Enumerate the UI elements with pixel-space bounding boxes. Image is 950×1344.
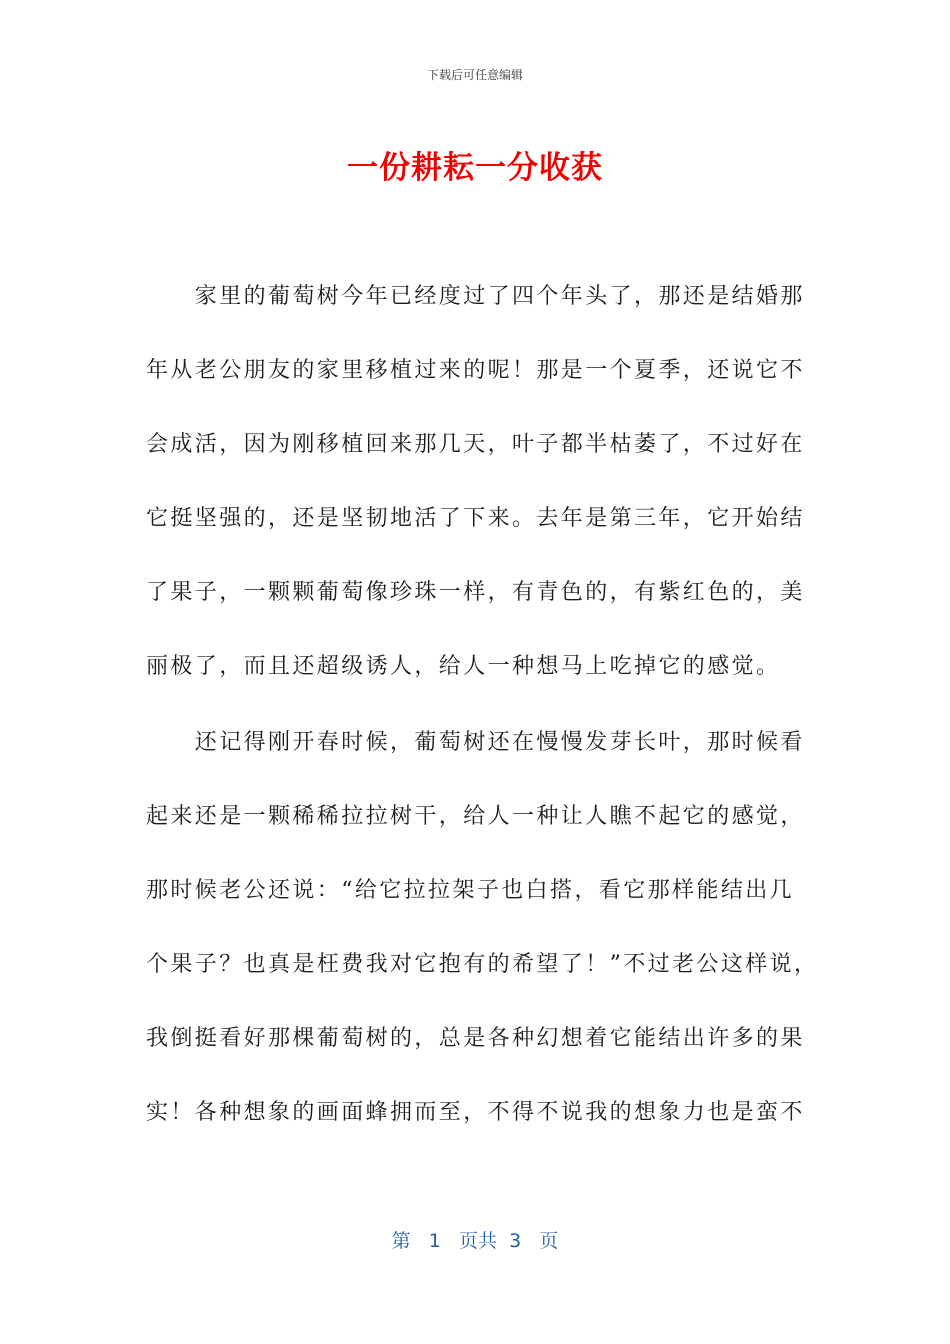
body-line: 丽极了，而且还超级诱人，给人一种想马上吃掉它的感觉。 (146, 654, 781, 679)
page-label-prefix: 第 (391, 1230, 411, 1252)
body-line: 家里的葡萄树今年已经度过了四个年头了，那还是结婚那 (146, 284, 805, 309)
body-line: 会成活，因为刚移植回来那几天，叶子都半枯萎了，不过好在 (146, 432, 805, 457)
body-line: 我倒挺看好那棵葡萄树的，总是各种幻想着它能结出许多的果 (146, 1026, 805, 1051)
body-line: 还记得刚开春时候，葡萄树还在慢慢发芽长叶，那时候看 (146, 730, 805, 755)
page-label-mid: 页共 (459, 1230, 498, 1252)
document-title: 一份耕耘一分收获 (347, 150, 603, 186)
body-line: 个果子？也真是枉费我对它抱有的希望了！”不过老公这样说， (146, 952, 819, 977)
body-line: 它挺坚强的，还是坚韧地活了下来。去年是第三年，它开始结 (146, 506, 805, 531)
body-line: 年从老公朋友的家里移植过来的呢！那是一个夏季，还说它不 (146, 358, 805, 383)
page-footer (0, 1226, 950, 1253)
body-line: 实！各种想象的画面蜂拥而至，不得不说我的想象力也是蛮不 (146, 1100, 805, 1125)
total-pages-number: 3 (509, 1230, 522, 1252)
body-line: 了果子，一颗颗葡萄像珍珠一样，有青色的，有紫红色的，美 (146, 580, 805, 605)
body-line: 起来还是一颗稀稀拉拉树干，给人一种让人瞧不起它的感觉， (146, 804, 805, 829)
header-note: 下载后可任意编辑 (426, 68, 523, 82)
page-label-suffix: 页 (539, 1230, 559, 1252)
body-line: 那时候老公还说：“给它拉拉架子也白搭，看它那样能结出几 (146, 878, 795, 903)
current-page-number: 1 (428, 1230, 441, 1252)
